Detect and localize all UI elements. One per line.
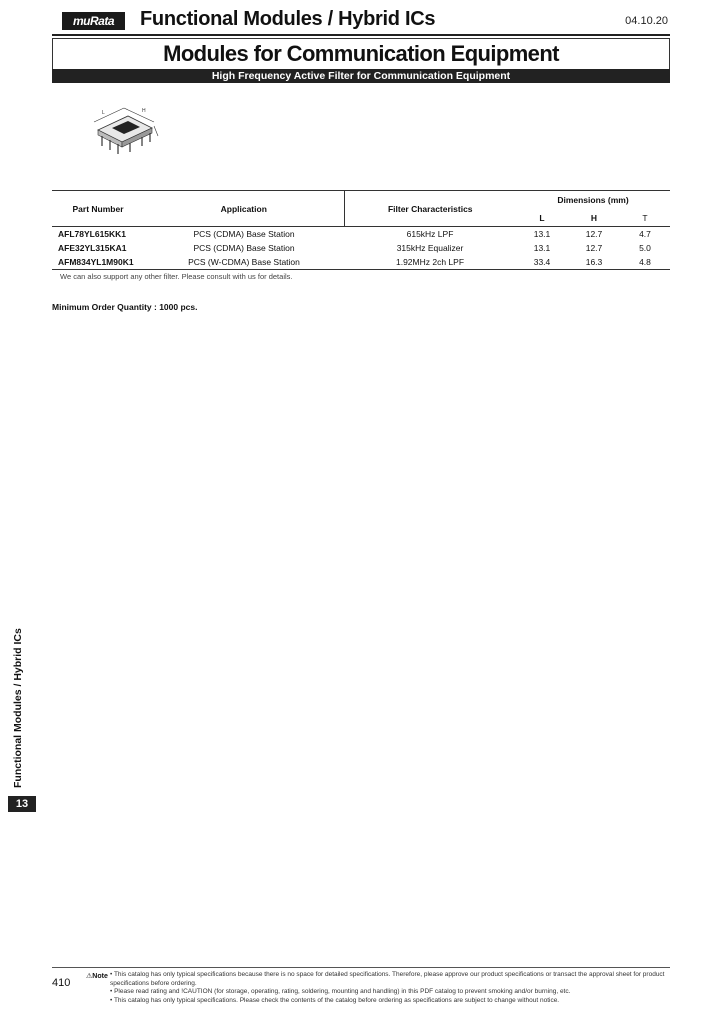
cell-filter: 1.92MHz 2ch LPF bbox=[344, 255, 516, 270]
product-image bbox=[80, 100, 170, 160]
support-note: We can also support any other filter. Please consult with us for details. bbox=[60, 272, 293, 281]
cell-h: 12.7 bbox=[585, 229, 603, 239]
cell-t: 4.7 bbox=[639, 229, 651, 239]
cell-part: AFE32YL315KA1 bbox=[58, 243, 127, 253]
cell-h: 12.7 bbox=[585, 243, 603, 253]
product-table bbox=[52, 190, 670, 270]
cell-application: PCS (CDMA) Base Station bbox=[193, 229, 295, 239]
th-part-number: Part Number bbox=[52, 191, 144, 227]
cell-l: 13.1 bbox=[533, 243, 551, 253]
footer-note-line: • Please read rating and !CAUTION (for storage, operating, rating, soldering, mounting and handling) in this PDF catalog to prevent smoking and/or burning, etc. bbox=[110, 988, 571, 995]
cell-filter: 615kHz LPF bbox=[406, 229, 454, 239]
th-filter: Filter Characteristics bbox=[344, 191, 516, 227]
header-title: Functional Modules / Hybrid ICs bbox=[140, 8, 436, 30]
header-date: 04.10.20 bbox=[625, 15, 668, 27]
cell-filter: 315kHz Equalizer bbox=[396, 243, 464, 253]
cell-t: 5.0 bbox=[639, 243, 651, 253]
table-row bbox=[52, 227, 670, 242]
page-number: 410 bbox=[52, 977, 71, 989]
note-label: Note bbox=[92, 973, 108, 980]
footer-note-line: • This catalog has only typical specifications because there is no space for detailed specifications. Therefore, please approve our product specifications or transact the approval sheet for product specifications before ordering. bbox=[110, 971, 665, 987]
th-l: L bbox=[516, 209, 568, 227]
table-row bbox=[52, 241, 670, 255]
footer-note-line: • This catalog has only typical specifications. Please check the contents of the catalog before ordering as specifications are subject to change without notice. bbox=[110, 996, 560, 1004]
th-h: H bbox=[568, 209, 620, 227]
cell-l: 33.4 bbox=[516, 255, 568, 270]
th-t: T bbox=[620, 209, 670, 227]
cell-part: AFL78YL615KK1 bbox=[58, 229, 127, 239]
footer-notes bbox=[110, 971, 670, 1005]
minimum-order-quantity: Minimum Order Quantity : 1000 pcs. bbox=[52, 302, 198, 312]
cell-l: 13.1 bbox=[533, 229, 551, 239]
note-icon bbox=[86, 972, 108, 980]
th-application: Application bbox=[144, 191, 344, 227]
svg-text:L: L bbox=[102, 110, 105, 116]
side-tab-number: 13 bbox=[8, 796, 36, 812]
footer-divider bbox=[52, 967, 670, 968]
murata-logo: muRata bbox=[62, 12, 125, 30]
cell-part: AFM834YL1M90K1 bbox=[52, 255, 144, 270]
page-title: Modules for Communication Equipment bbox=[52, 38, 670, 69]
table-row bbox=[52, 255, 670, 270]
th-dimensions: Dimensions (mm) bbox=[516, 191, 670, 210]
page-subtitle: High Frequency Active Filter for Communication Equipment bbox=[52, 69, 670, 83]
cell-application: PCS (W-CDMA) Base Station bbox=[144, 255, 344, 270]
warning-icon: ⚠ bbox=[86, 973, 93, 980]
svg-text:H: H bbox=[142, 108, 146, 114]
cell-h: 16.3 bbox=[568, 255, 620, 270]
cell-t: 4.8 bbox=[620, 255, 670, 270]
header-divider bbox=[52, 34, 670, 36]
cell-application: PCS (CDMA) Base Station bbox=[193, 243, 295, 253]
side-tab-label: Functional Modules / Hybrid ICs bbox=[12, 628, 24, 788]
